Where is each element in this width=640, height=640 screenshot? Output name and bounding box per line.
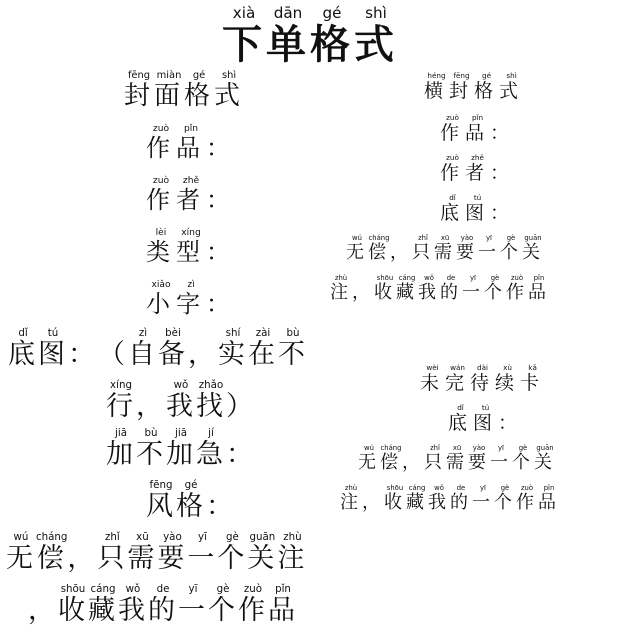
pinyin-annotation: gé [310,4,354,22]
pinyin-annotation: yī [478,234,500,242]
char-with-pinyin: 需xū [434,234,456,263]
pinyin-annotation: yī [187,531,218,543]
pinyin-annotation: zài [248,327,278,339]
pinyin-annotation [362,484,384,492]
field-colon: ： [498,412,524,434]
pinyin-annotation: cáng [406,484,428,492]
char-with-pinyin: 一yī [472,484,494,513]
pinyin-annotation: dǐ [440,193,465,202]
char-with-pinyin: 要yào [157,531,188,574]
char-with-pinyin: 藏cáng [406,484,428,513]
char-with-pinyin: 格gé [176,479,206,522]
pinyin-annotation: wán [445,363,471,372]
char-with-pinyin: 图tú [473,403,499,434]
char-with-pinyin: 一yī [478,234,500,263]
pinyin-annotation: jí [196,427,226,439]
cover-small-text-field [146,280,236,319]
pinyin-annotation: wǒ [418,274,440,282]
char-with-pinyin: 我wǒ [166,379,196,422]
char-with-pinyin: 品pǐn [538,484,560,513]
pinyin-annotation: xíng [176,228,206,238]
char-with-pinyin: ， [28,595,58,626]
pinyin-annotation: pǐn [538,484,560,492]
cover-background-field [8,328,308,371]
pinyin-annotation: wǒ [118,583,148,595]
pinyin-annotation: xiǎo [146,280,176,290]
pinyin-annotation [226,427,256,439]
horizontal-author-field [440,154,515,185]
char-with-pinyin: ， [390,242,412,263]
pinyin-annotation: zì [128,327,158,339]
char-with-pinyin: 我wǒ [428,484,450,513]
char-with-pinyin: 横héng [424,71,450,102]
pinyin-annotation: miàn [154,70,185,81]
char-with-pinyin: （ [98,339,128,370]
pinyin-annotation: zhù [330,274,352,282]
char-with-pinyin: 偿cháng [36,531,68,574]
char-with-pinyin: 图tú [465,193,491,224]
pinyin-annotation: pǐn [465,113,491,122]
pinyin-annotation: gè [484,274,506,282]
pinyin-annotation: zhù [340,484,362,492]
pinyin-annotation: fēng [146,479,176,491]
char-with-pinyin: 作zuò [146,124,176,162]
pinyin-annotation: shì [214,70,245,81]
char-with-pinyin: 收shōu [58,583,88,626]
char-with-pinyin: 续xù [495,363,521,394]
pinyin-annotation: tú [473,403,499,412]
char-with-pinyin: 面miàn [154,70,185,111]
char-with-pinyin: 图tú [38,327,68,370]
pinyin-annotation: bèi [158,327,188,339]
pinyin-annotation: gè [208,583,238,595]
char-with-pinyin: ： [206,491,236,522]
char-with-pinyin: 风fēng [146,479,176,522]
pinyin-annotation: zhě [176,176,206,186]
pinyin-annotation: kǎ [520,363,546,372]
pinyin-annotation: jiā [106,427,136,439]
char-with-pinyin: 只zhǐ [412,234,434,263]
pinyin-annotation: bù [278,327,308,339]
pinyin-annotation: pǐn [176,124,206,134]
char-with-pinyin: 者zhě [465,153,491,184]
continued-background-field [448,404,523,435]
char-with-pinyin: 封fēng [124,70,155,111]
pinyin-annotation: xū [127,531,158,543]
horizontal-work-field [440,114,515,145]
pinyin-annotation: zuò [440,113,465,122]
pinyin-annotation: shì [499,71,525,80]
pinyin-annotation: cháng [368,234,390,242]
to-be-continued-heading [420,364,545,395]
char-with-pinyin: 关guān [534,444,556,473]
field-colon: ： [206,290,236,318]
cover-type-field [146,228,236,267]
char-with-pinyin: 作zuò [506,274,528,303]
pinyin-annotation [226,379,256,391]
pinyin-annotation [67,531,97,543]
pinyin-annotation: wú [6,531,36,543]
char-with-pinyin: 需xū [127,531,158,574]
page-title [222,6,398,70]
char-with-pinyin: 要yào [456,234,478,263]
char-with-pinyin: 加jiā [166,427,196,470]
pinyin-annotation: gé [474,71,500,80]
char-with-pinyin: 作zuò [516,484,538,513]
char-with-pinyin: 式shì [354,4,398,68]
char-with-pinyin: 自zì [128,327,158,370]
pinyin-annotation: xù [495,363,521,372]
char-with-pinyin: 找zhǎo [196,379,226,422]
char-with-pinyin: 格gé [184,70,215,111]
pinyin-annotation: zhǐ [424,444,446,452]
pinyin-annotation: guān [534,444,556,452]
char-with-pinyin: 个gè [500,234,522,263]
pinyin-annotation: wú [346,234,368,242]
char-with-pinyin: 底dǐ [448,403,474,434]
char-with-pinyin: 一yī [178,583,208,626]
char-with-pinyin: ， [67,543,97,574]
field-colon: ： [490,162,516,184]
pinyin-annotation: yào [468,444,490,452]
char-with-pinyin: 格gé [310,4,354,68]
pinyin-annotation: gè [217,531,248,543]
pinyin-annotation: tú [38,327,68,339]
pinyin-annotation: héng [424,71,449,80]
pinyin-annotation: wèi [420,363,446,372]
char-with-pinyin: 个gè [484,274,506,303]
pinyin-annotation: yī [472,484,494,492]
char-with-pinyin: 只zhǐ [97,531,128,574]
field-colon: ： [490,202,516,224]
char-with-pinyin: 类lèi [146,228,176,266]
char-with-pinyin: 封fēng [449,71,475,102]
char-with-pinyin: 小xiǎo [146,280,176,318]
horizontal-format-heading [424,72,524,103]
pinyin-annotation: xū [434,234,456,242]
char-with-pinyin: 无wú [346,234,368,263]
cover-work-field [146,124,236,163]
char-with-pinyin: 注zhù [340,484,362,513]
char-with-pinyin: 卡kǎ [520,363,546,394]
char-with-pinyin: 实shí [218,327,248,370]
pinyin-annotation: shōu [58,583,88,595]
pinyin-annotation [390,234,412,242]
pinyin-annotation: zuò [506,274,528,282]
field-colon: ： [206,134,236,162]
pinyin-annotation: fēng [449,71,475,80]
pinyin-annotation: shì [354,4,398,22]
cover-notice-line2 [28,584,298,627]
char-with-pinyin: 藏cáng [396,274,418,303]
char-with-pinyin: 个gè [217,531,248,574]
char-with-pinyin: 字zì [176,280,206,318]
char-with-pinyin: 无wú [6,531,36,574]
char-with-pinyin: 偿cháng [368,234,390,263]
char-with-pinyin: 的de [148,583,178,626]
style-field [146,480,236,523]
char-with-pinyin: 需xū [446,444,468,473]
pinyin-annotation: yī [178,583,208,595]
char-with-pinyin: 关guān [522,234,544,263]
char-with-pinyin: 完wán [445,363,471,394]
pinyin-annotation: wǒ [166,379,196,391]
pinyin-annotation: shōu [384,484,406,492]
pinyin-annotation: tú [465,193,491,202]
char-with-pinyin: 我wǒ [118,583,148,626]
char-with-pinyin: 要yào [468,444,490,473]
pinyin-annotation: dān [266,4,310,22]
char-with-pinyin: 作zuò [146,176,176,214]
pinyin-annotation: bù [136,427,166,439]
char-with-pinyin: ） [226,391,256,422]
char-with-pinyin: 的de [440,274,462,303]
pinyin-annotation [402,444,424,452]
char-with-pinyin: 品pǐn [465,113,491,144]
char-with-pinyin: 格gé [474,71,500,102]
char-with-pinyin: 底dǐ [440,193,466,224]
pinyin-annotation: pǐn [268,583,298,595]
pinyin-annotation: pǐn [528,274,550,282]
field-colon: ： [206,238,236,266]
pinyin-annotation: gè [494,484,516,492]
pinyin-annotation: guān [247,531,278,543]
pinyin-annotation: zuò [516,484,538,492]
pinyin-annotation: gé [176,479,206,491]
char-with-pinyin: 作zuò [440,153,466,184]
char-with-pinyin: 下xià [222,4,266,68]
char-with-pinyin: 注zhù [330,274,352,303]
char-with-pinyin: 收shōu [374,274,396,303]
urgent-field [106,428,256,471]
pinyin-annotation [28,583,58,595]
char-with-pinyin: 型xíng [176,228,206,266]
char-with-pinyin: 无wú [358,444,380,473]
pinyin-annotation: yī [462,274,484,282]
pinyin-annotation: de [450,484,472,492]
char-with-pinyin: 急jí [196,427,226,470]
char-with-pinyin: 加jiā [106,427,136,470]
char-with-pinyin: 个gè [512,444,534,473]
horizontal-background-field [440,194,515,225]
char-with-pinyin: 注zhù [277,531,308,574]
pinyin-annotation: shí [218,327,248,339]
pinyin-annotation: dǐ [448,403,473,412]
char-with-pinyin: 只zhǐ [424,444,446,473]
char-with-pinyin: 不bù [136,427,166,470]
char-with-pinyin: 品pǐn [176,124,206,162]
cover-background-field-cont [106,380,256,423]
char-with-pinyin: 一yī [462,274,484,303]
char-with-pinyin: 式shì [499,71,525,102]
pinyin-annotation: cáng [396,274,418,282]
char-with-pinyin: 行xíng [106,379,136,422]
char-with-pinyin: 的de [450,484,472,513]
pinyin-annotation: xià [222,4,266,22]
char-with-pinyin: 待dài [470,363,496,394]
cover-format-heading [124,70,244,112]
char-with-pinyin: 关guān [247,531,278,574]
char-with-pinyin: 底dǐ [8,327,38,370]
horizontal-notice-line1 [346,234,544,264]
pinyin-annotation: cáng [88,583,118,595]
pinyin-annotation: zuò [146,176,176,186]
char-with-pinyin: 未wèi [420,363,446,394]
char-with-pinyin: 备bèi [158,327,188,370]
char-with-pinyin: 作zuò [440,113,466,144]
cover-notice-line1 [6,532,307,575]
pinyin-annotation: wǒ [428,484,450,492]
horizontal-notice-line2 [330,274,550,304]
char-with-pinyin: ： [68,339,98,370]
char-with-pinyin: ， [188,339,218,370]
pinyin-annotation [352,274,374,282]
pinyin-annotation: jiā [166,427,196,439]
char-with-pinyin: 个gè [208,583,238,626]
char-with-pinyin: 我wǒ [418,274,440,303]
pinyin-annotation: cháng [36,531,68,543]
pinyin-annotation: guān [522,234,544,242]
continued-notice-line2 [340,484,560,514]
pinyin-annotation: dǐ [8,327,38,339]
char-with-pinyin: 一yī [187,531,218,574]
char-with-pinyin: ， [352,282,374,303]
pinyin-annotation [68,327,98,339]
char-with-pinyin: 品pǐn [268,583,298,626]
field-colon: ： [490,122,516,144]
char-with-pinyin: 品pǐn [528,274,550,303]
pinyin-annotation: zuò [238,583,268,595]
pinyin-annotation: yī [490,444,512,452]
char-with-pinyin: 不bù [278,327,308,370]
pinyin-annotation: gè [512,444,534,452]
pinyin-annotation: zhě [465,153,491,162]
pinyin-annotation: gé [184,70,215,81]
pinyin-annotation: xū [446,444,468,452]
pinyin-annotation: lèi [146,228,176,238]
char-with-pinyin: ， [136,391,166,422]
pinyin-annotation: gè [500,234,522,242]
char-with-pinyin: 在zài [248,327,278,370]
pinyin-annotation: de [148,583,178,595]
pinyin-annotation [98,327,128,339]
pinyin-annotation: zuò [440,153,465,162]
pinyin-annotation: zhǐ [97,531,128,543]
pinyin-annotation: zhǎo [196,379,226,391]
pinyin-annotation: wú [358,444,380,452]
char-with-pinyin: 者zhě [176,176,206,214]
continued-notice-line1 [358,444,556,474]
cover-author-field [146,176,236,215]
pinyin-annotation: de [440,274,462,282]
char-with-pinyin: 收shōu [384,484,406,513]
pinyin-annotation: zì [176,280,206,290]
field-colon: ： [206,186,236,214]
pinyin-annotation: zhǐ [412,234,434,242]
char-with-pinyin: ， [362,492,384,513]
pinyin-annotation: yào [157,531,188,543]
char-with-pinyin: 个gè [494,484,516,513]
pinyin-annotation: yào [456,234,478,242]
char-with-pinyin: 藏cáng [88,583,118,626]
pinyin-annotation [206,479,236,491]
char-with-pinyin: 式shì [214,70,245,111]
pinyin-annotation: fēng [124,70,154,81]
char-with-pinyin: 偿cháng [380,444,402,473]
pinyin-annotation [136,379,166,391]
char-with-pinyin: ： [226,439,256,470]
pinyin-annotation: zuò [146,124,176,134]
pinyin-annotation: zhù [277,531,308,543]
pinyin-annotation: cháng [380,444,402,452]
char-with-pinyin: 作zuò [238,583,268,626]
pinyin-annotation [188,327,218,339]
pinyin-annotation: dài [470,363,496,372]
pinyin-annotation: xíng [106,379,136,391]
char-with-pinyin: 一yī [490,444,512,473]
pinyin-annotation: shōu [374,274,396,282]
char-with-pinyin: ， [402,452,424,473]
char-with-pinyin: 单dān [266,4,310,68]
